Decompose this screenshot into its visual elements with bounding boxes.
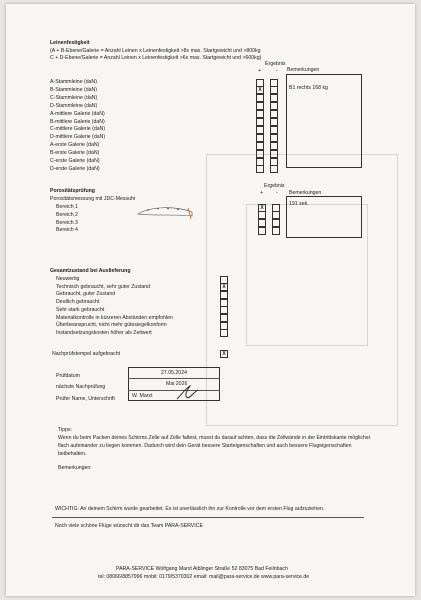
porosity-plus-cell [258, 227, 266, 235]
result-minus-cell [270, 134, 278, 142]
line-strength-row-label: B-erste Galerie (daN) [50, 150, 100, 157]
porosity-plus-cell [258, 211, 266, 219]
line-strength-rule-cd: C + D-Ebene/Galerie = Anzahl Leinen x Leinenfestigkeit >6x max. Startgewicht und >600kg) [50, 55, 262, 61]
tips-line: flach aufeinander zu liegen kommen. Dadurch wird dein Gerät bessere Starteigenschaften und auch bessere Flugeigenschaften [58, 443, 352, 449]
notice-underline [52, 517, 364, 518]
result-minus-cell [270, 142, 278, 150]
important-notice: WICHTIG: An deinem Schirm wurde gearbeitet. Es ist unerlässlich ihn zur Kontrolle vor dem ersten Flug aufzuziehen. [55, 506, 325, 512]
result-minus-cell [270, 102, 278, 110]
result-plus-cell [256, 165, 264, 173]
result-plus-cell [256, 110, 264, 118]
line-strength-title: Leinenfestigkeit [50, 40, 90, 46]
overall-item-label: Deutlich gebraucht [56, 299, 100, 306]
overall-item-label: Überbeansprucht, nicht mehr gütesiegelkonform [56, 322, 167, 329]
overall-item-label: Materialkontrolle in kürzeren Abständen empfohlen [56, 314, 173, 321]
check-date-label: Prüfdatum [56, 373, 80, 379]
result-minus-cell [270, 158, 278, 166]
result-plus-cell [256, 158, 264, 166]
overall-title: Gesamtzustand bei Auslieferung [50, 268, 131, 274]
porosity-plus-cell [258, 219, 266, 227]
porosity-remark: 191 sek. [289, 201, 309, 207]
line-strength-result-header: Ergebnis [265, 61, 286, 67]
result-plus-cell [256, 79, 264, 87]
signature-scribble [174, 384, 200, 402]
porosity-plus-header: + [260, 190, 264, 196]
porosity-result-header: Ergebnis [264, 183, 285, 189]
tips-line: Wenn du beim Packen deines Schirms Zelle auf Zelle faltest, musst du darauf achten, dass die Zellwände in der Eintrittskante möglichst [58, 435, 370, 441]
line-strength-row-label: A-Stammleine (daN) [50, 79, 97, 85]
porosity-title: Porositätsprüfung [50, 188, 95, 194]
overall-item-label: Gebraucht, guter Zustand [56, 291, 116, 298]
minus-header: - [276, 68, 278, 74]
next-check-label: nächste Nachprüfung [56, 384, 106, 390]
inspector-name: W. Marxt [132, 393, 153, 399]
overall-item-label: Instandsetzungskosten höher als Zeitwert [56, 329, 152, 336]
dates-divider [128, 378, 220, 379]
line-strength-row-label: D-mittlere Galerie (daN) [50, 134, 106, 141]
result-minus-cell [270, 165, 278, 173]
footer-contact: tel: 08066/8857996 mobil: 0179/5370302 email: mail@para-service.de www.para-service.de [98, 574, 310, 580]
result-plus-cell: X [256, 86, 264, 94]
line-strength-rule-ab: (A + B-Ebene/Galerie = Anzahl Leinen x Leinenfestigkeit >8x max. Startgewicht und >800kg [50, 48, 261, 54]
wing-profile-sketch [136, 204, 196, 220]
result-plus-cell [256, 142, 264, 150]
tips-title: Tipps: [58, 427, 72, 433]
stamp-label: Nachprüfstempel aufgebracht [52, 351, 121, 357]
closing-wish: Noch viele schöne Flüge wünscht dir das Team PARA-SERVICE [55, 523, 203, 529]
result-minus-cell [270, 86, 278, 94]
porosity-remarks-header: Bemerkungen [289, 190, 322, 196]
overall-item-label: Technisch gebraucht, sehr guter Zustand [56, 283, 151, 290]
overall-checkbox: X [220, 283, 228, 291]
porosity-method: Porositätsmessung mit JDC-Messuhr [50, 196, 136, 202]
next-check-value: Mai 2026 [166, 381, 188, 387]
result-minus-cell [270, 94, 278, 102]
result-minus-cell [270, 79, 278, 87]
porosity-row-label: Bereich 3 [56, 219, 78, 226]
overall-checkbox [220, 329, 228, 337]
line-strength-row-label: D-Stammleine (daN) [50, 102, 98, 109]
porosity-minus-cell [272, 227, 280, 235]
footer-address: PARA-SERVICE Wolfgang Marxt Aiblinger Straße 52 83075 Bad Feilnbach [116, 566, 288, 572]
line-strength-row-label: B-mittlere Galerie (daN) [50, 118, 105, 125]
stamp-checkbox: X [220, 350, 228, 358]
line-strength-row-label: B-Stammleine (daN) [50, 86, 97, 93]
overall-item-label: Sehr stark gebraucht [56, 306, 105, 313]
line-strength-remarks-header: Bemerkungen [287, 67, 320, 73]
line-strength-row-label: D-erste Galerie (daN) [50, 165, 100, 172]
line-strength-row-label: C-erste Galerie (daN) [50, 158, 100, 164]
line-strength-row-label: C-mittlere Galerie (daN) [50, 126, 106, 133]
inspector-label: Prüfer Name, Unterschrift [56, 396, 115, 402]
result-plus-cell [256, 126, 264, 134]
tips-line: beibehalten. [58, 451, 87, 457]
porosity-minus-cell [272, 204, 280, 212]
result-minus-cell [270, 126, 278, 134]
line-strength-remark: B1 rechts 168 kg [289, 85, 328, 91]
result-minus-cell [270, 110, 278, 118]
porosity-plus-cell: X [258, 204, 266, 212]
result-plus-cell [256, 118, 264, 126]
result-plus-cell [256, 134, 264, 142]
inspection-report-page [6, 4, 415, 596]
line-strength-row-label: A-erste Galerie (daN) [50, 142, 100, 149]
porosity-row-label: Bereich 1 [56, 204, 78, 210]
porosity-minus-header: - [276, 190, 278, 196]
result-minus-cell [270, 150, 278, 158]
plus-header: + [258, 68, 262, 74]
line-strength-row-label: A-mittlere Galerie (daN) [50, 110, 105, 117]
porosity-minus-cell [272, 211, 280, 219]
result-plus-cell [256, 102, 264, 110]
check-date-value: 27.05.2024 [161, 370, 187, 376]
result-minus-cell [270, 118, 278, 126]
remarks-label: Bemerkungen: [58, 465, 92, 471]
porosity-minus-cell [272, 219, 280, 227]
overall-item-label: Neuwertig [56, 276, 80, 282]
result-plus-cell [256, 150, 264, 158]
line-strength-row-label: C-Stammleine (daN) [50, 94, 98, 101]
result-plus-cell [256, 94, 264, 102]
porosity-row-label: Bereich 4 [56, 227, 78, 234]
porosity-row-label: Bereich 2 [56, 211, 78, 218]
